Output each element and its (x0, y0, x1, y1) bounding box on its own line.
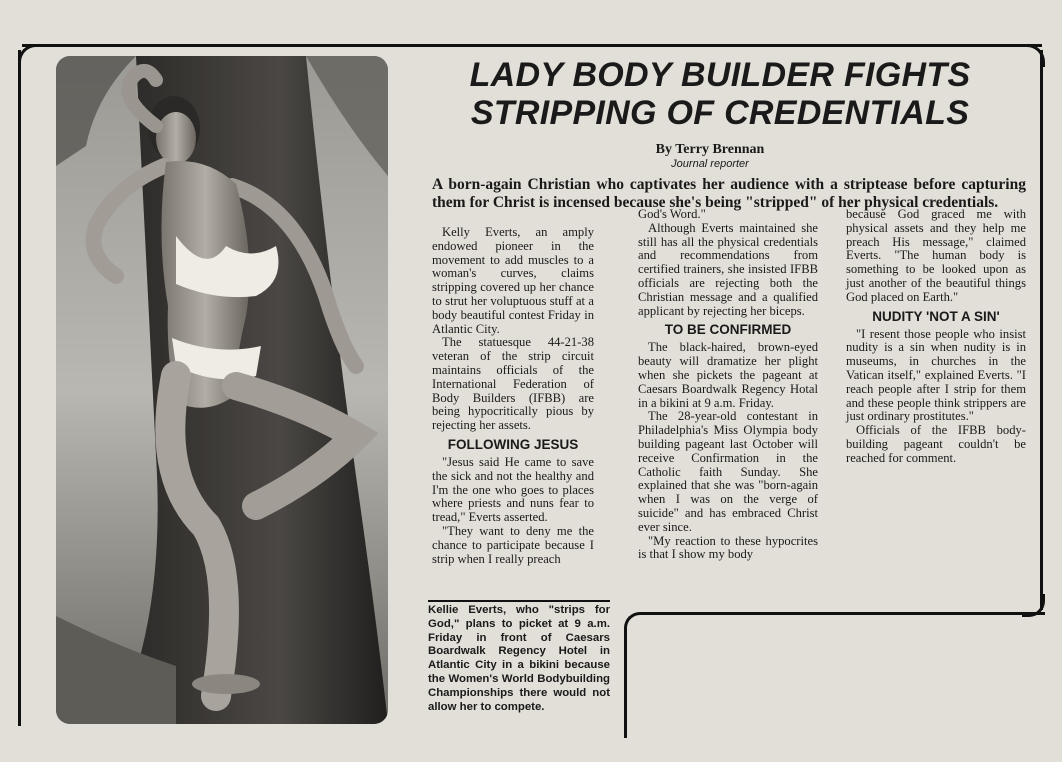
paragraph: "I resent those people who insist nudity is a sin when nudity is in museums, in churches in the Vatican itself," explained Everts. "I reach people after I strip for them and these people think strippers are just ordinary prostitutes." (846, 326, 1026, 424)
headline (420, 56, 1020, 132)
paragraph: Although Everts maintained she still has all the physical credentials and recommendations from certified trainers, she insisted IFBB officials are rejecting both the Christian message and a qualified applicant by rejecting her biceps. (638, 220, 818, 318)
lede-paragraph: A born-again Christian who captivates her audience with a striptease before capturing them for Christ is incensed because she's being "stripped" of her physical credentials. (432, 176, 1026, 211)
paragraph: Officials of the IFBB body-building pageant couldn't be reached for comment. (846, 423, 1026, 465)
byline-author: By Terry Brennan (655, 142, 765, 157)
photo-caption: Kellie Everts, who "strips for God," plans to picket at 9 a.m. Friday in front of Caesars Boardwalk Regency Hotel in Atlantic City in a bikini because the Women's World Bodybuilding Championships there would not allow her to compete. (428, 600, 610, 714)
subhead-nudity-not-a-sin: NUDITY 'NOT A SIN' (872, 308, 1000, 324)
paragraph: because God graced me with physical assets and they help me preach His message," claimed Everts. "The human body is something to be looked upon as just another of the beautiful things God placed on Earth." (846, 207, 1026, 304)
article-column-1 (432, 226, 594, 566)
frame-right-rule (1040, 50, 1043, 610)
subhead-following-jesus: FOLLOWING JESUS (447, 436, 579, 452)
subhead-to-be-confirmed: TO BE CONFIRMED (664, 322, 792, 338)
paragraph: "Jesus said He came to save the sick and not the healthy and I'm the one who goes to places where priests and nuns fear to tread," Everts asserted. (432, 454, 594, 525)
frame-step-down-rule (624, 640, 627, 738)
frame-top-rule (22, 44, 1042, 47)
headline-line-1: LADY BODY BUILDER FIGHTS (469, 56, 971, 94)
paragraph: "They want to deny me the chance to participate because I strip when I really preach (432, 523, 594, 566)
paragraph: The statuesque 44-21-38 veteran of the strip circuit maintains officials of the International Federation of Body Builders (IFBB) are being hypocritically pious by rejecting her assets. (432, 335, 594, 433)
paragraph: Kelly Everts, an amply endowed pioneer in the movement to add muscles to a woman's curves, claims stripping covered up her chance to strut her voluptuous stuff at a body beautiful contest Friday in Atlantic City. (432, 225, 594, 336)
frame-corner-top-left (18, 44, 41, 67)
byline-role: Journal reporter (671, 158, 749, 170)
paragraph: "My reaction to these hypocrites is that I show my body (638, 533, 818, 562)
byline (560, 142, 860, 170)
article-column-3 (846, 208, 1026, 466)
paragraph: God's Word." (638, 207, 706, 221)
headline-line-2: STRIPPING OF CREDENTIALS (470, 94, 970, 132)
article-photo (56, 56, 388, 724)
paragraph: The 28-year-old contestant in Philadelphia's Miss Olympia body building pageant last October will receive Confirmation in the Catholic faith Sunday. She explained that she was "born-again when I was on the verge of suicide" and has embraced Christ ever since. (638, 409, 818, 534)
article-column-2 (638, 208, 818, 562)
paragraph: The black-haired, brown-eyed beauty will dramatize her plight when she pickets the pageant at Caesars Boardwalk Regency Hotal in a bikini at 9 a.m. Friday. (638, 340, 818, 410)
photo-illustration (56, 56, 388, 724)
frame-left-rule (18, 50, 21, 726)
frame-step-rule (624, 612, 1045, 645)
